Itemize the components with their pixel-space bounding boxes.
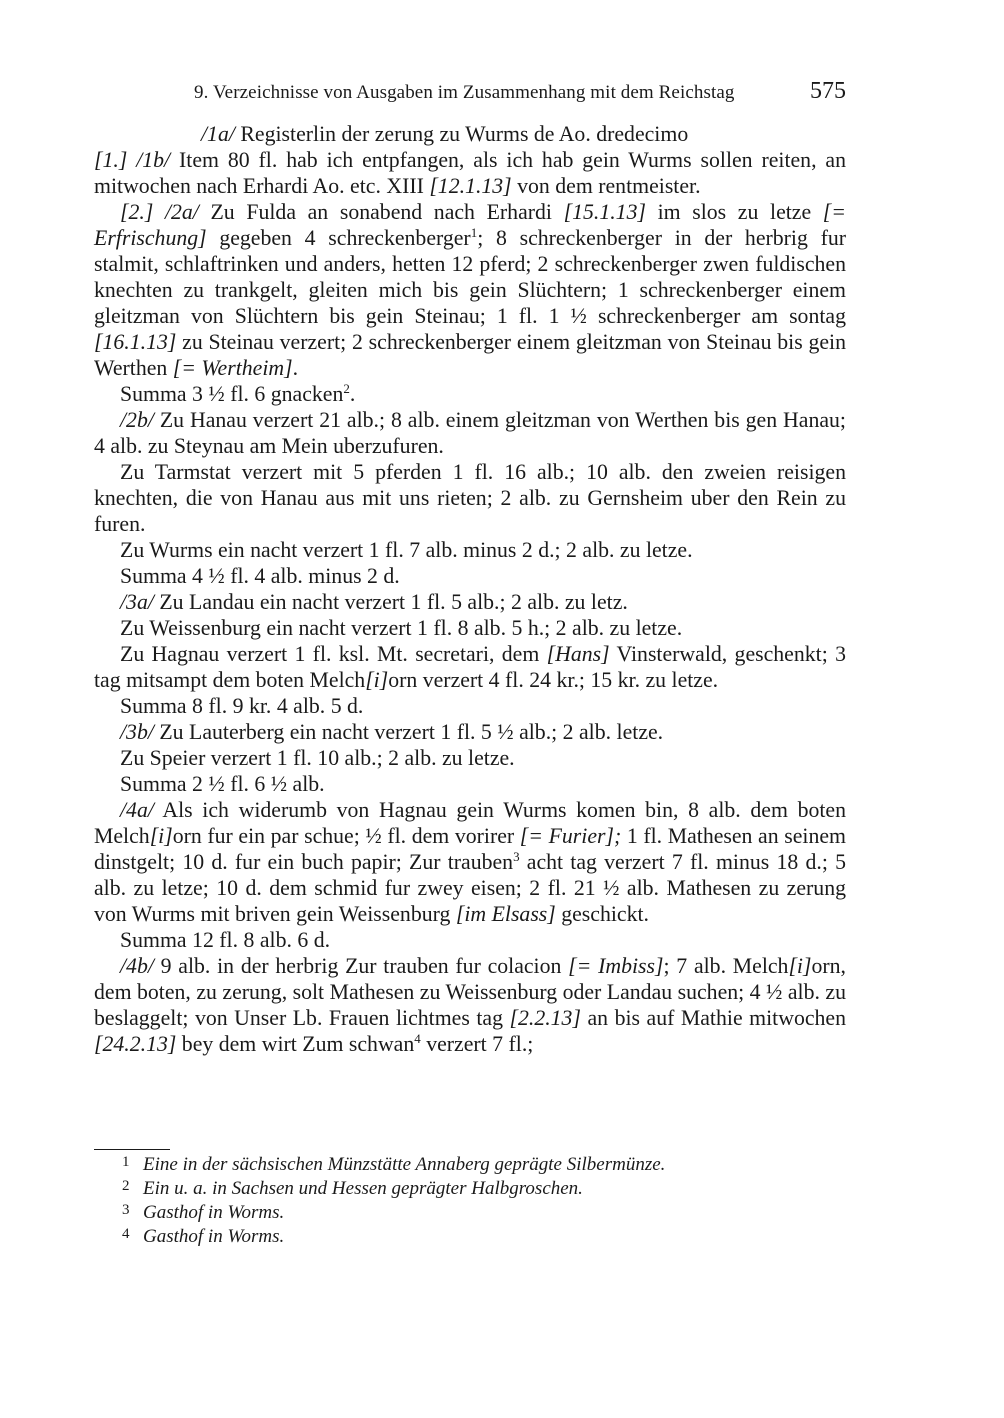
entry-3b: /3b/ Zu Lauterberg ein nacht verzert 1 fl. 5 ½ alb.; 2 alb. letze. — [120, 720, 664, 744]
footnote-text: Ein u. a. in Sachsen und Hessen geprägter Halbgroschen. — [143, 1178, 583, 1199]
footnote-ref-1[interactable]: 1 — [470, 225, 478, 240]
summa-line: Summa 3 ½ fl. 6 gnacken$^2$. — [120, 381, 356, 406]
heading-text: Registerlin der zerung zu Wurms de Ao. dredecimo — [234, 122, 689, 146]
entry-2b: /2b/ Zu Hanau verzert 21 alb.; 8 alb. einem gleitzman von Werthen bis gen Hanau; 4 alb. zu Steynau am Mein uberzufuren. — [94, 408, 846, 458]
footnote-number: 1 — [122, 1154, 130, 1170]
footnote-ref-2[interactable]: 2 — [343, 381, 350, 396]
header-title: 9. Verzeichnisse von Ausgaben im Zusammenhang mit dem Reichstag — [194, 82, 735, 103]
main-text — [94, 121, 846, 1057]
running-header — [94, 78, 846, 108]
summa-line: Summa 4 ½ fl. 4 alb. minus 2 d. — [120, 564, 400, 588]
summa-line: Summa 8 fl. 9 kr. 4 alb. 5 d. — [120, 694, 364, 718]
footnote-ref-3[interactable]: 3 — [513, 849, 520, 864]
entry-hagnau: Zu Hagnau verzert 1 fl. ksl. Mt. secretari, dem [Hans] Vinsterwald, geschenkt; 3 tag mitsampt dem boten Melch[i]orn verzert 4 fl. 24 kr.; 15 kr. zu letze. — [94, 642, 846, 692]
summa-line: Summa 12 fl. 8 alb. 6 d. — [120, 928, 331, 952]
page-number: 575 — [810, 78, 846, 104]
entry-weissenburg: Zu Weissenburg ein nacht verzert 1 fl. 8 alb. 5 h.; 2 alb. zu letze. — [120, 616, 683, 640]
entry-4a: /4a/ Als ich widerumb von Hagnau gein Wurms komen bin, 8 alb. dem boten Melch[i]orn fur ein par schue; ½ fl. dem vorirer [= Furier]; 1 fl. Mathesen an seinem dinstgelt; 10 d. fur ein buch papir; Zur trauben$^3$ acht tag verzert 7 fl. minus 18 d.; 5 alb. zu letze; 10 d. dem schmid fur zwey eisen; 2 fl. 21 ½ alb. Mathesen zu zerung von Wurms mit briven gein Weissenburg [im Elsass] geschickt. — [94, 798, 846, 926]
summa-line: Summa 2 ½ fl. 6 ½ alb. — [120, 772, 325, 796]
entry-1: [1.] /1b/ Item 80 fl. hab ich entpfangen, als ich hab gein Wurms sollen reiten, an mitwochen nach Erhardi Ao. etc. XIII [12.1.13] von dem rentmeister. — [94, 148, 846, 198]
footnote-text: Gasthof in Worms. — [143, 1202, 285, 1223]
footnote — [94, 1153, 846, 1177]
footnote-text: Eine in der sächsischen Münzstätte Annaberg geprägte Silbermünze. — [143, 1154, 666, 1175]
entry-3a: /3a/ Zu Landau ein nacht verzert 1 fl. 5 alb.; 2 alb. zu letz. — [120, 590, 628, 614]
footnote-number: 4 — [122, 1226, 130, 1242]
entry-wurms: Zu Wurms ein nacht verzert 1 fl. 7 alb. minus 2 d.; 2 alb. zu letze. — [120, 538, 693, 562]
footnote-number: 3 — [122, 1202, 130, 1218]
entry-tarmstat: Zu Tarmstat verzert mit 5 pferden 1 fl. 16 alb.; 10 alb. den zweien reisigen knechten, die von Hanau aus mit uns rieten; 2 alb. zu Gernsheim uber den Rein zu furen. — [94, 460, 846, 536]
entry-speier: Zu Speier verzert 1 fl. 10 alb.; 2 alb. zu letze. — [120, 746, 515, 770]
register-heading — [94, 121, 846, 147]
footnote — [94, 1201, 846, 1225]
footnotes — [94, 1153, 846, 1249]
footnote-number: 2 — [122, 1178, 130, 1194]
footnote-ref-4[interactable]: 4 — [414, 1031, 421, 1046]
footnote — [94, 1225, 846, 1249]
entry-4b: /4b/ 9 alb. in der herbrig Zur trauben fur colacion [= Imbiss]; 7 alb. Melch[i]orn, dem boten, zu zerung, solt Mathesen zu Weissenburg oder Landau suchen; 4 ½ alb. zu beslaggelt; von Unser Lb. Frauen lichtmes tag [2.2.13] an bis auf Mathie mitwochen [24.2.13] bey dem wirt Zum schwan$^4$ verzert 7 fl.; — [94, 954, 846, 1056]
footnote — [94, 1177, 846, 1201]
folio-siglum: /1a/ — [201, 122, 235, 146]
entry-2: [2.] /2a/ Zu Fulda an sonabend nach Erhardi [15.1.13] im slos zu letze [= Erfrischung] gegeben 4 schreckenberger$^1$; 8 schreckenberger in der herbrig fur stalmit, schlaftrinken und anders, hetten 12 pferd; 2 schreckenberger zwen fuldischen knechten zu trankgelt, gleiten mich bis gein Slüchtern; 1 schreckenberger einem gleitzman von Slüchtern bis gein Steinau; 1 fl. 1 ½ schreckenberger am sontag [16.1.13] zu Steinau verzert; 2 schreckenberger einem gleitzman von Steinau bis gein Werthen [= Wertheim]. — [94, 200, 846, 380]
footnote-text: Gasthof in Worms. — [143, 1226, 285, 1247]
